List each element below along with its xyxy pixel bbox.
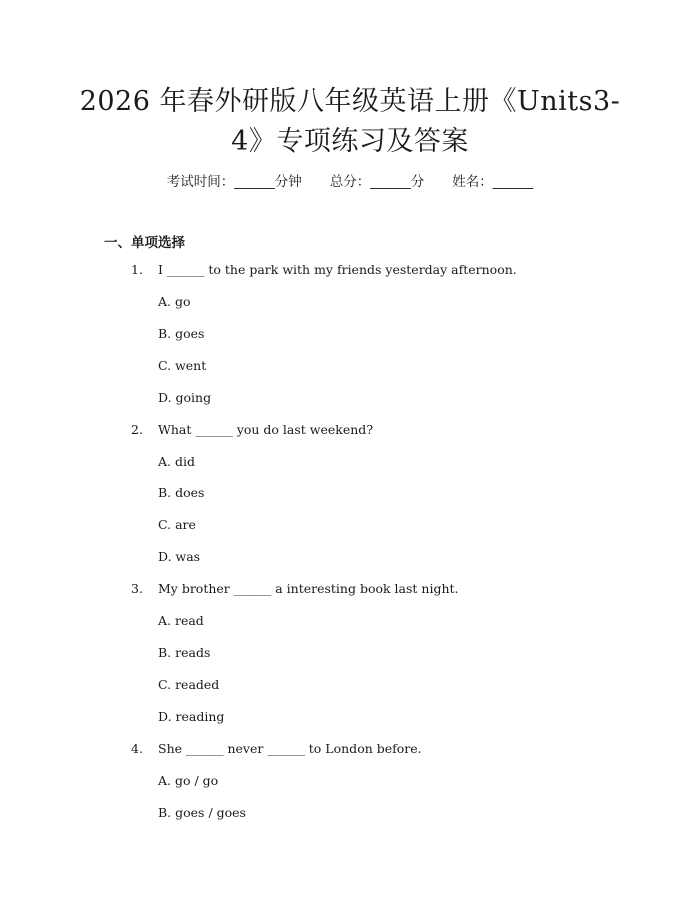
question-list [0, 262, 700, 836]
question [0, 422, 700, 582]
question-stem: She ______ never ______ to London before. [158, 740, 422, 756]
question-stem-row [0, 262, 700, 294]
option-text: C. readed [158, 676, 220, 692]
option-text: B. goes [158, 325, 205, 341]
title-line-1: 2026 年春外研版八年级英语上册《Units3- [79, 86, 621, 117]
option [0, 549, 700, 581]
option-text: B. reads [158, 645, 211, 661]
option-text: D. reading [158, 708, 225, 724]
option-text: B. goes / goes [158, 804, 246, 820]
option-text: D. going [158, 389, 212, 405]
option [0, 805, 700, 837]
option [0, 645, 700, 677]
exam-score: 总分：______分 [329, 174, 425, 190]
option [0, 613, 700, 645]
option [0, 294, 700, 326]
question [0, 262, 700, 422]
question [0, 741, 700, 837]
option [0, 517, 700, 549]
question-stem-row [0, 422, 700, 454]
exam-meta [0, 170, 700, 190]
exam-name: 姓名：______ [452, 174, 534, 190]
option [0, 358, 700, 390]
option-text: A. read [158, 613, 204, 629]
option [0, 390, 700, 422]
question-stem: What ______ you do last weekend? [158, 421, 374, 437]
option [0, 709, 700, 741]
option [0, 326, 700, 358]
option [0, 773, 700, 805]
option-text: D. was [158, 549, 201, 565]
option-text: C. went [158, 357, 207, 373]
option [0, 677, 700, 709]
option-text: A. did [158, 453, 195, 469]
title-line-2: 4》专项练习及答案 [231, 126, 469, 157]
question [0, 581, 700, 741]
option-text: C. are [158, 517, 196, 533]
option-text: A. go / go [158, 772, 219, 788]
exam-time: 考试时间：______分钟 [166, 174, 302, 190]
option-text: B. does [158, 485, 205, 501]
question-stem-row [0, 581, 700, 613]
question-number: 3. [131, 581, 143, 597]
page-title [60, 82, 640, 162]
option-text: A. go [158, 294, 191, 309]
section-title: 一、单项选择 [104, 235, 185, 251]
question-stem: My brother ______ a interesting book last night. [158, 581, 459, 597]
question-number: 2. [131, 421, 143, 437]
option [0, 454, 700, 486]
question-stem: I ______ to the park with my friends yesterday afternoon. [158, 262, 517, 277]
question-stem-row [0, 741, 700, 773]
question-number: 4. [131, 740, 143, 756]
option [0, 485, 700, 517]
question-number: 1. [131, 262, 143, 277]
